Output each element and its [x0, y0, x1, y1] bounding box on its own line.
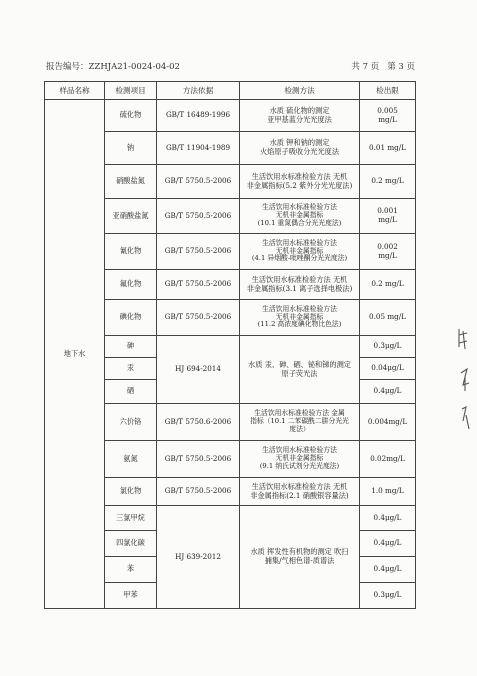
limit-cell: 0.3μg/L — [360, 336, 416, 358]
standard-cell: GB/T 5750.5-2006 — [157, 441, 240, 478]
limit-cell: 0.4μg/L — [360, 506, 416, 531]
limit-cell: 0.2 mg/L — [360, 165, 416, 199]
standard-cell: GB/T 5750.5-2006 — [157, 165, 240, 199]
total-pages: 共 7 页 — [351, 62, 380, 72]
item-cell: 氰化物 — [105, 234, 157, 270]
standard-cell: GB/T 5750.5-2006 — [157, 300, 240, 336]
item-cell: 亚硝酸盐氮 — [105, 199, 157, 234]
limit-cell: 0.3μg/L — [360, 583, 416, 609]
item-cell: 苯 — [105, 557, 157, 583]
table-header-row — [45, 82, 416, 100]
item-cell: 甲苯 — [105, 583, 157, 609]
limit-cell: 0.01 mg/L — [360, 132, 416, 165]
limit-cell: 0.004mg/L — [360, 404, 416, 441]
limit-cell: 0.04μg/L — [360, 358, 416, 380]
header-test-method: 检测方法 — [240, 82, 360, 100]
page-number: 第 3 页 — [387, 62, 415, 72]
standard-cell: HJ 694-2014 — [157, 336, 240, 404]
report-number: 报告编号：ZZHJA21-0024-04-02 — [46, 62, 180, 72]
method-cell: 生活饮用水标准检验方法 金属 指标（10.1 二苯碳酰二肼分光光 度法） — [240, 404, 360, 441]
method-cell: 生活饮用水标准检验方法 无机 非金属指标(3.1 离子选择电极法) — [240, 270, 360, 300]
standard-cell: GB/T 5750.5-2006 — [157, 234, 240, 270]
method-cell: 水质 硫化物的测定 亚甲基蓝分光光度法 — [240, 100, 360, 132]
method-cell: 生活饮用水标准检验方法 无机非金属指标 (4.1 异烟酸-吡唑酮分光光度法) — [240, 234, 360, 270]
header-test-item: 检测项目 — [105, 82, 157, 100]
item-cell: 钠 — [105, 132, 157, 165]
limit-cell: 0.001 mg/L — [360, 199, 416, 234]
page-indicator — [351, 60, 415, 72]
item-cell: 硫化物 — [105, 100, 157, 132]
item-cell: 汞 — [105, 358, 157, 380]
item-cell: 氟化物 — [105, 270, 157, 300]
test-methods-table — [44, 81, 416, 609]
item-cell: 砷 — [105, 336, 157, 358]
sample-name-cell: 地下水 — [45, 100, 105, 609]
method-cell: 水质 汞、砷、硒、铋和锑的测定 原子荧光法 — [240, 336, 360, 404]
table-row — [45, 100, 416, 132]
item-cell: 碘化物 — [105, 300, 157, 336]
method-cell: 水质 挥发性有机物的测定 吹扫 捕集/气相色谱-质谱法 — [240, 506, 360, 609]
method-cell: 生活饮用水标准检验方法 无机非金属指标 (11.2 高浓度碘化物比色法) — [240, 300, 360, 336]
method-cell: 生活饮用水标准检验方法 无机非金属指标 (9.1 纳氏试剂分光光度法) — [240, 441, 360, 478]
limit-cell: 0.002 mg/L — [360, 234, 416, 270]
item-cell: 氨氮 — [105, 441, 157, 478]
limit-cell: 0.02mg/L — [360, 441, 416, 478]
method-cell: 生活饮用水标准检验方法 无机 非金属指标(2.1 硝酸银容量法) — [240, 478, 360, 506]
method-cell: 生活饮用水标准检验方法 无机 非金属指标(5.2 紫外分光光度法) — [240, 165, 360, 199]
standard-cell: GB/T 5750.5-2006 — [157, 478, 240, 506]
limit-cell: 0.4μg/L — [360, 531, 416, 557]
standard-cell: HJ 639-2012 — [157, 506, 240, 609]
standard-cell: GB/T 5750.5-2006 — [157, 199, 240, 234]
limit-cell: 0.05 mg/L — [360, 300, 416, 336]
method-cell: 水质 钾和钠的测定 火焰原子吸收分光光度法 — [240, 132, 360, 165]
item-cell: 三氯甲烷 — [105, 506, 157, 531]
limit-cell: 1.0 mg/L — [360, 478, 416, 506]
item-cell: 四氯化碳 — [105, 531, 157, 557]
header-method-basis: 方法依据 — [157, 82, 240, 100]
standard-cell: GB/T 16489-1996 — [157, 100, 240, 132]
limit-cell: 0.2 mg/L — [360, 270, 416, 300]
item-cell: 氯化物 — [105, 478, 157, 506]
side-seal-fragment — [453, 325, 475, 435]
item-cell: 硒 — [105, 380, 157, 404]
item-cell: 六价铬 — [105, 404, 157, 441]
limit-cell: 0.4μg/L — [360, 380, 416, 404]
header-sample-name: 样品名称 — [45, 82, 105, 100]
item-cell: 硝酸盐氮 — [105, 165, 157, 199]
standard-cell: GB/T 11904-1989 — [157, 132, 240, 165]
limit-cell: 0.005 mg/L — [360, 100, 416, 132]
standard-cell: GB/T 5750.6-2006 — [157, 404, 240, 441]
standard-cell: GB/T 5750.5-2006 — [157, 270, 240, 300]
method-cell: 生活饮用水标准检验方法 无机非金属指标 (10.1 重氮偶合分光光度法) — [240, 199, 360, 234]
header-detection-limit: 检出限 — [360, 82, 416, 100]
limit-cell: 0.4μg/L — [360, 557, 416, 583]
